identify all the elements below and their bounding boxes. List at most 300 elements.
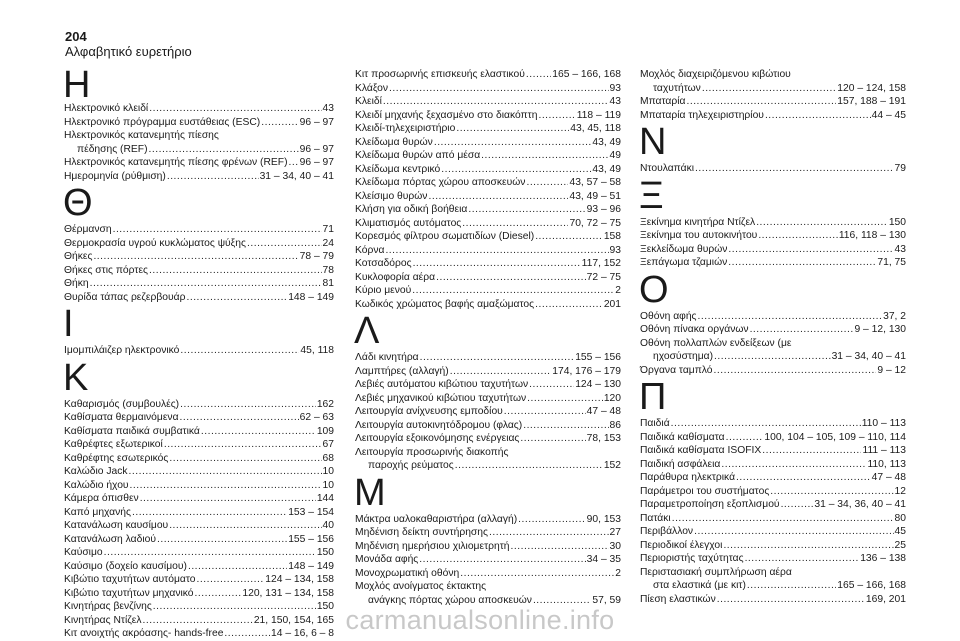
index-entry bbox=[355, 68, 621, 82]
section-letter: Μ bbox=[354, 471, 386, 514]
entry-pages: 72 – 75 bbox=[586, 271, 621, 283]
entry-term: Λειτουργία εξοικονόμησης ενέργειας bbox=[355, 433, 520, 444]
index-entry bbox=[640, 216, 906, 230]
index-entry bbox=[64, 560, 334, 574]
entry-term: παροχής ρεύματος bbox=[368, 460, 454, 471]
entry-pages: 44 – 45 bbox=[871, 109, 906, 121]
entry-pages: 47 – 48 bbox=[871, 472, 906, 483]
entry-pages: 155 – 156 bbox=[575, 352, 621, 363]
entry-pages: 86 bbox=[609, 419, 621, 431]
entry-pages: 43, 49 – 51 bbox=[569, 190, 621, 202]
entry-term: Κλειδί bbox=[355, 96, 382, 107]
dot-leader bbox=[140, 492, 316, 506]
entry-pages: 93 – 96 bbox=[586, 204, 621, 215]
entry-pages: 37, 2 bbox=[883, 310, 906, 322]
section-letter: Θ bbox=[63, 182, 93, 224]
index-entry bbox=[355, 540, 621, 554]
entry-pages: 43 bbox=[609, 96, 621, 107]
dot-leader bbox=[504, 405, 586, 419]
index-entry bbox=[64, 156, 334, 170]
entry-term: Κλείδωμα θυρών από μέσα bbox=[355, 150, 481, 161]
entry-term: Πίεση ελαστικών bbox=[640, 593, 716, 605]
entry-term: Καλώδιο Jack bbox=[64, 466, 128, 477]
dot-leader bbox=[197, 573, 265, 587]
entry-term: Θυρίδα τάπας ρεζερβουάρ bbox=[64, 291, 186, 303]
entry-term: Θήκη bbox=[64, 278, 89, 289]
index-entry bbox=[64, 479, 334, 493]
section-letter: Ι bbox=[63, 303, 74, 345]
dot-leader bbox=[518, 513, 586, 527]
dot-leader bbox=[180, 411, 299, 425]
entry-pages: 10 bbox=[322, 466, 334, 477]
entry-term: Κιβώτιο ταχυτήτων αυτόματο bbox=[64, 574, 196, 585]
entry-term: ανάγκης πόρτας χώρου αποσκευών bbox=[368, 594, 532, 606]
entry-pages: 43, 45, 118 bbox=[570, 123, 621, 134]
entry-term: Καύσιμο (δοχείο καυσίμου) bbox=[64, 560, 187, 572]
entry-term: Κλειδί-τηλεχειριστήριο bbox=[355, 123, 456, 134]
index-entry bbox=[640, 310, 906, 324]
entry-pages: 31 – 34, 36, 40 – 41 bbox=[814, 499, 906, 510]
entry-term: Ηλεκτρονικό κλειδί bbox=[64, 103, 149, 114]
entry-pages: 157, 188 – 191 bbox=[837, 96, 906, 107]
entry-term: Παιδιά bbox=[640, 418, 670, 429]
entry-pages: 169, 201 bbox=[865, 593, 906, 605]
entry-term: Περιοριστής ταχύτητας bbox=[640, 553, 744, 564]
dot-leader bbox=[728, 256, 876, 270]
index-entry bbox=[355, 459, 621, 473]
entry-term: Παραμετροποίηση εξοπλισμού bbox=[640, 499, 780, 510]
dot-leader bbox=[526, 176, 568, 190]
dot-leader bbox=[523, 419, 608, 433]
dot-leader bbox=[188, 560, 287, 574]
entry-pages: 49 bbox=[609, 150, 621, 161]
dot-leader bbox=[132, 506, 287, 520]
entry-pages: 78, 153 bbox=[586, 433, 621, 444]
entry-term: Παράθυρα ηλεκτρικά bbox=[640, 472, 736, 483]
entry-term: Κύριο μενού bbox=[355, 285, 412, 296]
index-entry bbox=[64, 425, 334, 439]
entry-pages: 150 bbox=[888, 216, 906, 228]
index-entry bbox=[640, 323, 906, 337]
index-entry bbox=[640, 95, 906, 109]
entry-pages: 120 bbox=[603, 392, 621, 404]
dot-leader bbox=[389, 82, 609, 96]
entry-pages: 2 bbox=[615, 285, 621, 296]
index-entry bbox=[355, 109, 621, 123]
entry-pages: 150 bbox=[316, 547, 334, 558]
index-entry bbox=[640, 364, 906, 378]
dot-leader bbox=[535, 230, 603, 244]
entry-pages: 96 – 97 bbox=[299, 143, 334, 155]
entry-term: Οθόνη πίνακα οργάνων bbox=[640, 324, 749, 335]
index-column-2 bbox=[355, 68, 621, 607]
entry-pages: 120 – 124, 158 bbox=[837, 82, 906, 94]
entry-term: Καλώδιο ήχου bbox=[64, 479, 129, 491]
entry-term: Καθίσματα θερμαινόμενα bbox=[64, 412, 179, 423]
entry-term: Ιμομπιλάιζερ ηλεκτρονικό bbox=[64, 345, 180, 356]
entry-term: Θερμοκρασία υγρού κυκλώματος ψύξης bbox=[64, 237, 246, 249]
index-entry bbox=[355, 284, 621, 298]
index-entry bbox=[355, 553, 621, 567]
entry-pages: 111 – 113 bbox=[862, 445, 906, 456]
entry-pages: 43, 49 bbox=[592, 136, 621, 148]
index-entry bbox=[355, 378, 621, 392]
index-entry bbox=[355, 149, 621, 163]
index-entry bbox=[640, 579, 906, 593]
dot-leader bbox=[113, 223, 322, 237]
entry-pages: 25 bbox=[894, 539, 906, 551]
entry-pages: 124 – 130 bbox=[575, 379, 621, 390]
index-entry bbox=[355, 82, 621, 96]
index-entry bbox=[64, 398, 334, 412]
entry-term: Μπαταρία τηλεχειριστηρίου bbox=[640, 109, 764, 121]
entry-pages: 31 – 34, 40 – 41 bbox=[831, 351, 906, 362]
dot-leader bbox=[781, 498, 814, 512]
dot-leader bbox=[520, 432, 585, 446]
entry-term: Θέρμανση bbox=[64, 224, 112, 235]
index-entry bbox=[355, 567, 621, 581]
index-entry-heading: Μοχλός διαχειριζόμενου κιβώτιου bbox=[640, 69, 791, 80]
index-entry bbox=[640, 109, 906, 123]
entry-term: Κλείσιμο θυρών bbox=[355, 190, 428, 202]
entry-pages: 136 – 138 bbox=[860, 553, 906, 564]
dot-leader bbox=[289, 156, 299, 170]
page-number: 204 bbox=[65, 29, 87, 44]
entry-pages: 162 bbox=[316, 398, 334, 410]
entry-pages: 109 bbox=[316, 425, 334, 437]
entry-pages: 174, 176 – 179 bbox=[552, 365, 621, 377]
dot-leader bbox=[695, 162, 894, 176]
entry-pages: 165 – 166, 168 bbox=[552, 69, 621, 80]
index-entry bbox=[640, 552, 906, 566]
entry-term: Καύσιμο bbox=[64, 547, 103, 558]
index-entry-heading: Μοχλός ανοίγματος έκτακτης bbox=[355, 581, 487, 592]
entry-pages: 120, 131 – 134, 158 bbox=[242, 587, 334, 599]
index-entry bbox=[640, 243, 906, 257]
entry-pages: 47 – 48 bbox=[586, 406, 621, 417]
index-entry bbox=[640, 431, 906, 445]
dot-leader bbox=[694, 525, 893, 539]
dot-leader bbox=[686, 95, 836, 109]
dot-leader bbox=[672, 512, 894, 526]
index-entry bbox=[355, 122, 621, 136]
index-entry bbox=[64, 519, 334, 533]
dot-leader bbox=[149, 143, 299, 157]
entry-pages: 12 bbox=[894, 485, 906, 497]
entry-term: Κλήση για οδική βοήθεια bbox=[355, 204, 468, 215]
entry-term: Μονάδα αφής bbox=[355, 554, 419, 565]
index-entry bbox=[64, 465, 334, 479]
entry-term: Θήκες στις πόρτες bbox=[64, 264, 148, 276]
entry-term: Καθρέφτες εξωτερικοί bbox=[64, 439, 163, 450]
index-entry bbox=[64, 237, 334, 251]
index-entry bbox=[355, 217, 621, 231]
dot-leader bbox=[745, 552, 860, 566]
index-entry bbox=[355, 271, 621, 285]
dot-leader bbox=[247, 237, 322, 251]
entry-term: Κινητήρας βενζίνης bbox=[64, 601, 152, 612]
entry-term: Κινητήρας Ντίζελ bbox=[64, 614, 142, 626]
dot-leader bbox=[413, 257, 581, 271]
dot-leader bbox=[758, 229, 838, 243]
entry-term: Μάκτρα υαλοκαθαριστήρα (αλλαγή) bbox=[355, 513, 518, 525]
entry-pages: 148 – 149 bbox=[288, 291, 334, 303]
entry-term: Ντουλαπάκι bbox=[640, 163, 695, 174]
entry-pages: 24 bbox=[322, 237, 334, 249]
entry-pages: 45, 118 bbox=[300, 345, 334, 356]
dot-leader bbox=[750, 323, 854, 337]
entry-pages: 43, 49 bbox=[592, 163, 621, 175]
entry-pages: 57, 59 bbox=[592, 594, 621, 606]
entry-pages: 30 bbox=[609, 540, 621, 552]
dot-leader bbox=[164, 438, 322, 452]
dot-leader bbox=[104, 546, 316, 560]
index-entry bbox=[355, 244, 621, 258]
entry-pages: 62 – 63 bbox=[299, 412, 334, 423]
entry-term: Πατάκι bbox=[640, 512, 671, 524]
entry-term: Κωδικός χρώματος βαφής αμαξώματος bbox=[355, 298, 535, 310]
dot-leader bbox=[468, 203, 585, 217]
entry-pages: 78 bbox=[322, 264, 334, 276]
entry-pages: 43 bbox=[322, 103, 334, 114]
dot-leader bbox=[420, 351, 575, 365]
entry-pages: 79 bbox=[894, 163, 906, 174]
entry-pages: 124 – 134, 158 bbox=[265, 574, 334, 585]
entry-pages: 68 bbox=[322, 452, 334, 464]
index-entry bbox=[640, 458, 906, 472]
entry-pages: 9 – 12 bbox=[877, 364, 906, 376]
entry-term: Θήκες bbox=[64, 251, 93, 262]
index-entry bbox=[64, 277, 334, 291]
index-entry bbox=[355, 203, 621, 217]
dot-leader bbox=[511, 540, 609, 554]
dot-leader bbox=[428, 190, 568, 204]
index-entry bbox=[640, 539, 906, 553]
entry-pages: 90, 153 bbox=[586, 513, 621, 525]
index-entry bbox=[640, 485, 906, 499]
index-entry bbox=[355, 392, 621, 406]
dot-leader bbox=[702, 82, 836, 96]
entry-term: Παιδική ασφάλεια bbox=[640, 458, 721, 470]
index-entry bbox=[355, 405, 621, 419]
entry-pages: 152 bbox=[603, 460, 621, 471]
dot-leader bbox=[149, 102, 321, 116]
entry-pages: 81 bbox=[322, 278, 334, 289]
entry-term: Λεβιές μηχανικού κιβώτιου ταχυτήτων bbox=[355, 392, 527, 404]
entry-term: Κιβώτιο ταχυτήτων μηχανικό bbox=[64, 587, 194, 599]
index-entry bbox=[64, 546, 334, 560]
entry-pages: 96 – 97 bbox=[299, 116, 334, 128]
page-title: Αλφαβητικό ευρετήριο bbox=[65, 44, 192, 59]
entry-term: Παιδικά καθίσματα ISOFIX bbox=[640, 445, 762, 456]
dot-leader bbox=[535, 298, 603, 312]
index-entry bbox=[355, 526, 621, 540]
entry-term: Οθόνη αφής bbox=[640, 310, 697, 322]
dot-leader bbox=[526, 68, 551, 82]
index-entry bbox=[355, 513, 621, 527]
section-letter: Ο bbox=[639, 268, 669, 311]
page-header bbox=[65, 30, 192, 59]
index-entry bbox=[64, 143, 334, 157]
entry-pages: 150 bbox=[316, 601, 334, 612]
index-entry bbox=[64, 587, 334, 601]
index-entry bbox=[355, 257, 621, 271]
entry-term: Κλείδωμα πόρτας χώρου αποσκευών bbox=[355, 177, 526, 188]
index-entry bbox=[64, 573, 334, 587]
dot-leader bbox=[93, 250, 298, 264]
index-entry-heading: Οθόνη πολλαπλών ενδείξεων (με bbox=[640, 337, 792, 349]
index-entry bbox=[640, 162, 906, 176]
entry-pages: 148 – 149 bbox=[288, 560, 334, 572]
entry-pages: 71 bbox=[322, 224, 334, 235]
index-entry-heading: Ηλεκτρονικός κατανεμητής πίεσης bbox=[64, 130, 219, 141]
entry-term: Κιτ προσωρινής επισκευής ελαστικού bbox=[355, 69, 525, 80]
index-entry bbox=[640, 471, 906, 485]
section-letter: Ξ bbox=[639, 174, 664, 217]
entry-term: ηχοσύστημα) bbox=[653, 351, 714, 362]
entry-term: Παιδικά καθίσματα bbox=[640, 431, 725, 443]
entry-term: στα ελαστικά (με κιτ) bbox=[653, 580, 746, 591]
entry-term: Μπαταρία bbox=[640, 96, 686, 107]
index-entry bbox=[64, 264, 334, 278]
index-entry bbox=[640, 229, 906, 243]
index-entry bbox=[355, 136, 621, 150]
index-entry bbox=[640, 350, 906, 364]
entry-term: Κλείδωμα κεντρικό bbox=[355, 163, 441, 175]
dot-leader bbox=[698, 310, 883, 324]
entry-pages: 43, 57 – 58 bbox=[569, 177, 621, 188]
dot-leader bbox=[726, 431, 764, 445]
dot-leader bbox=[180, 398, 316, 412]
dot-leader bbox=[385, 244, 608, 258]
entry-pages: 100, 104 – 105, 109 – 110, 114 bbox=[764, 431, 906, 443]
index-entry bbox=[355, 298, 621, 312]
dot-leader bbox=[756, 216, 888, 230]
index-entry bbox=[64, 291, 334, 305]
entry-pages: 201 bbox=[603, 298, 621, 310]
index-entry bbox=[64, 170, 334, 184]
entry-term: πέδησης (REF) bbox=[77, 143, 148, 155]
entry-pages: 43 bbox=[894, 243, 906, 255]
entry-pages: 153 – 154 bbox=[288, 506, 334, 518]
index-entry bbox=[355, 419, 621, 433]
dot-leader bbox=[441, 163, 591, 177]
entry-term: Μονοχρωματική οθόνη bbox=[355, 567, 460, 579]
index-column-1 bbox=[63, 64, 334, 641]
dot-leader bbox=[195, 587, 242, 601]
index-entry bbox=[640, 498, 906, 512]
entry-term: Κιτ ανοιχτής ακρόασης- hands-free bbox=[64, 628, 224, 639]
dot-leader bbox=[90, 277, 322, 291]
entry-term: Περιοδικοί έλεγχοι bbox=[640, 539, 723, 551]
index-entry bbox=[64, 411, 334, 425]
dot-leader bbox=[728, 243, 893, 257]
dot-leader bbox=[671, 417, 861, 431]
entry-pages: 9 – 12, 130 bbox=[854, 324, 906, 335]
dot-leader bbox=[481, 149, 608, 163]
entry-pages: 40 bbox=[322, 520, 334, 531]
dot-leader bbox=[721, 458, 866, 472]
entry-term: Ημερομηνία (ρύθμιση) bbox=[64, 170, 166, 182]
entry-term: Κατανάλωση καυσίμου bbox=[64, 520, 169, 531]
entry-term: Κατανάλωση λαδιού bbox=[64, 533, 156, 545]
dot-leader bbox=[762, 444, 861, 458]
dot-leader bbox=[129, 465, 322, 479]
index-entry bbox=[640, 512, 906, 526]
entry-pages: 144 bbox=[316, 493, 334, 504]
entry-term: Ξεκίνημα κινητήρα Ντίζελ bbox=[640, 216, 756, 228]
entry-pages: 116, 118 – 130 bbox=[838, 230, 906, 241]
section-letter: Κ bbox=[63, 356, 89, 399]
index-entry bbox=[64, 344, 334, 358]
index-entry bbox=[640, 593, 906, 607]
entry-pages: 118 – 119 bbox=[576, 109, 621, 121]
section-letter: Ν bbox=[639, 121, 667, 163]
dot-leader bbox=[527, 392, 603, 406]
entry-pages: 155 – 156 bbox=[288, 533, 334, 545]
index-entry bbox=[640, 444, 906, 458]
entry-term: Κλειδί μηχανής ξεχασμένο στο διακόπτη bbox=[355, 109, 538, 121]
watermark: carmanualsonline.info bbox=[345, 605, 615, 635]
index-entry-heading: Περιστασιακή συμπλήρωση αέρα bbox=[640, 566, 792, 578]
entry-pages: 31 – 34, 40 – 41 bbox=[259, 170, 334, 182]
index-entry bbox=[355, 190, 621, 204]
dot-leader bbox=[436, 271, 586, 285]
entry-term: Κόρνα bbox=[355, 244, 385, 256]
dot-leader bbox=[717, 593, 865, 607]
dot-leader bbox=[149, 264, 322, 278]
index-entry bbox=[64, 533, 334, 547]
entry-pages: 165 – 166, 168 bbox=[837, 580, 906, 591]
dot-leader bbox=[383, 95, 609, 109]
entry-pages: 71, 75 bbox=[877, 257, 906, 268]
entry-term: Παράμετροι του συστήματος bbox=[640, 485, 770, 497]
entry-pages: 21, 150, 154, 165 bbox=[253, 614, 334, 626]
entry-term: Ηλεκτρονικός κατανεμητής πίεσης φρένων (REF) bbox=[64, 157, 288, 168]
entry-term: Καθρέφτης εσωτερικός bbox=[64, 452, 169, 464]
entry-term: Καθίσματα παιδικά συμβατικά bbox=[64, 425, 200, 437]
entry-term: Καπό μηχανής bbox=[64, 506, 131, 518]
section-letter: Π bbox=[639, 376, 667, 418]
entry-pages: 45 bbox=[894, 526, 906, 537]
entry-term: ταχυτήτων bbox=[653, 82, 701, 94]
dot-leader bbox=[462, 217, 568, 231]
entry-pages: 10 bbox=[322, 479, 334, 491]
section-letter: Λ bbox=[354, 310, 380, 352]
index-entry bbox=[355, 351, 621, 365]
index-entry bbox=[355, 176, 621, 190]
dot-leader bbox=[419, 553, 585, 567]
index-entry bbox=[355, 95, 621, 109]
index-entry bbox=[355, 365, 621, 379]
entry-pages: 34 – 35 bbox=[586, 554, 621, 565]
dot-leader bbox=[186, 291, 287, 305]
index-entry bbox=[640, 256, 906, 270]
entry-term: Ξεκίνημα του αυτοκινήτου bbox=[640, 230, 758, 241]
entry-term: Λειτουργία ανίχνευσης εμποδίου bbox=[355, 406, 503, 417]
entry-term: Κλείδωμα θυρών bbox=[355, 136, 433, 148]
entry-pages: 2 bbox=[615, 567, 621, 579]
entry-term: Περιβάλλον bbox=[640, 526, 694, 537]
index-entry-heading: Λειτουργία προσωρινής διακοπής bbox=[355, 446, 509, 458]
index-entry bbox=[640, 82, 906, 96]
index-entry bbox=[355, 163, 621, 177]
entry-term: Κλάξον bbox=[355, 82, 389, 94]
entry-pages: 158 bbox=[603, 231, 621, 242]
entry-term: Καθαρισμός (συμβουλές) bbox=[64, 398, 180, 410]
entry-term: Κυκλοφορία αέρα bbox=[355, 271, 436, 283]
entry-term: Μηδένιση ημερήσιου χιλιομετρητή bbox=[355, 540, 510, 552]
